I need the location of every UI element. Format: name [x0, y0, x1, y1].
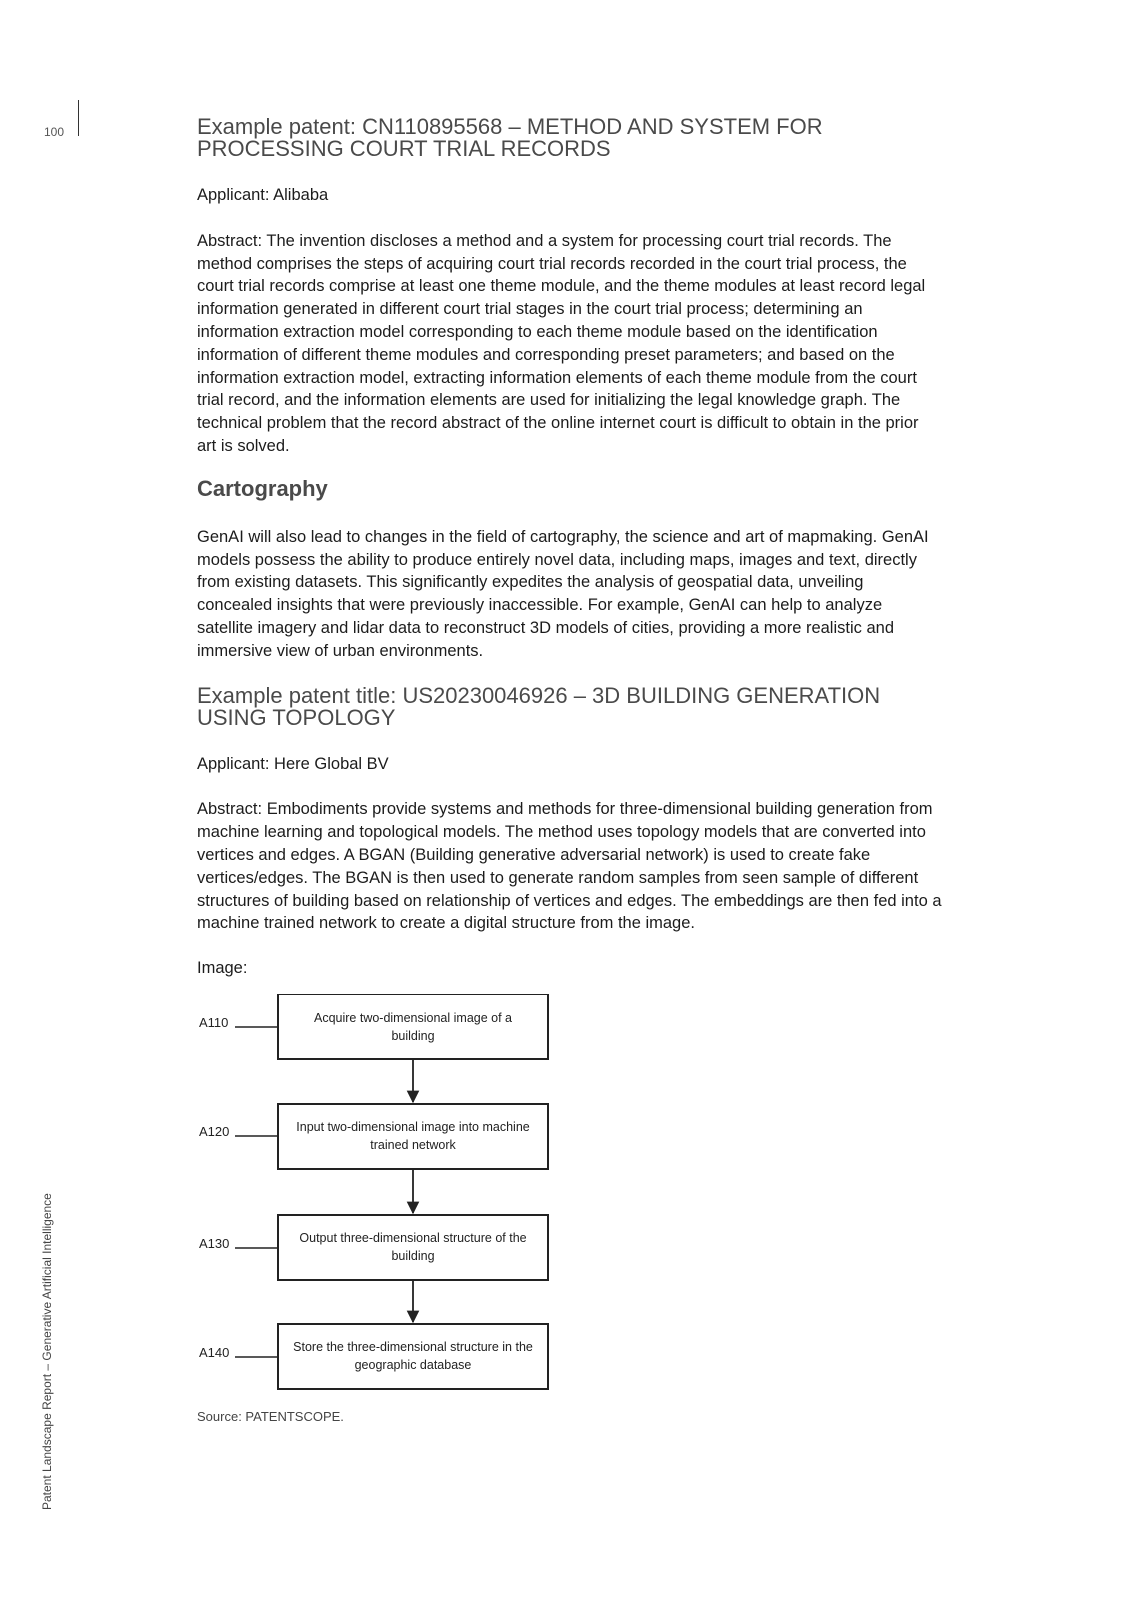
step-a130-text-line2: building: [391, 1248, 435, 1263]
cartography-heading: Cartography: [197, 475, 328, 501]
page-content: [197, 116, 942, 1429]
step-a120-text-line2: trained network: [370, 1137, 456, 1152]
patent1-abstract: Abstract: The invention discloses a method and a system for processing court trial records. The method comprises the steps of acquiring court trial records recorded in the court trial process, the court trial records comprise at least one theme module, and the theme modules at least record legal information generated in different court trial stages in the court trial process; determining an information extraction model corresponding to each theme module based on the identification information of different theme modules and corresponding preset parameters; and based on the information extraction model, extracting information elements of each theme module from the court trial record, and the information elements are used for initializing the legal knowledge graph. The technical problem that the record abstract of the online internet court is difficult to obtain in the prior art is solved.: [197, 231, 926, 455]
page-number-divider: [78, 100, 79, 136]
patent1-applicant: Applicant: Alibaba: [197, 186, 329, 204]
step-a120-id: A120: [199, 1123, 230, 1139]
step-a140-id: A140: [199, 1344, 230, 1360]
step-a140-text-line2: geographic database: [354, 1357, 472, 1372]
page-number: 100: [44, 125, 65, 139]
flowchart: [197, 994, 577, 1394]
step-a110-text-line1: Acquire two-dimensional image of a: [313, 1010, 513, 1025]
report-side-label: Patent Landscape Report – Generative Artificial Intelligence: [40, 1193, 54, 1510]
step-a130-id: A130: [199, 1235, 230, 1251]
step-a140-text-line1: Store the three-dimensional structure in the: [293, 1339, 533, 1354]
patent2-abstract: Abstract: Embodiments provide systems and methods for three-dimensional building generation from machine learning and topological models. The method uses topology models that are converted into vertices and edges. A BGAN (Building generative adversarial network) is used to create fake vertices/edges. The BGAN is then used to generate random samples from seen sample of different structures of building based on relationship of vertices and edges. The embeddings are then fed into a machine trained network to create a digital structure from the image.: [197, 800, 942, 933]
step-a110-box: [278, 994, 548, 1059]
patent2-applicant: Applicant: Here Global BV: [197, 754, 389, 773]
step-a120-box: [278, 1104, 548, 1169]
step-a110-id: A110: [199, 1014, 229, 1030]
step-a110-text-line2: building: [391, 1028, 435, 1043]
patent1-title: Example patent: CN110895568 – METHOD AND SYSTEM FOR PROCESSING COURT TRIAL RECORDS: [197, 114, 823, 161]
cartography-body: GenAI will also lead to changes in the field of cartography, the science and art of mapmaking. GenAI models possess the ability to produce entirely novel data, including maps, images and text, directly from existing datasets. This significantly expedites the analysis of geospatial data, unveiling concealed insights that were previously inaccessible. For example, GenAI can help to analyze satellite imagery and lidar data to reconstruct 3D models of cities, providing a more realistic and immersive view of urban environments.: [197, 527, 929, 660]
step-a120-text-line1: Input two-dimensional image into machine: [296, 1119, 530, 1134]
step-a130-box: [278, 1215, 548, 1280]
patent2-title: Example patent title: US20230046926 – 3D BUILDING GENERATION USING TOPOLOGY: [197, 682, 881, 730]
image-label: Image:: [197, 959, 248, 978]
step-a140-box: [278, 1324, 548, 1389]
step-a130-text-line1: Output three-dimensional structure of the: [299, 1230, 527, 1245]
figure-source: Source: PATENTSCOPE.: [197, 1408, 344, 1424]
